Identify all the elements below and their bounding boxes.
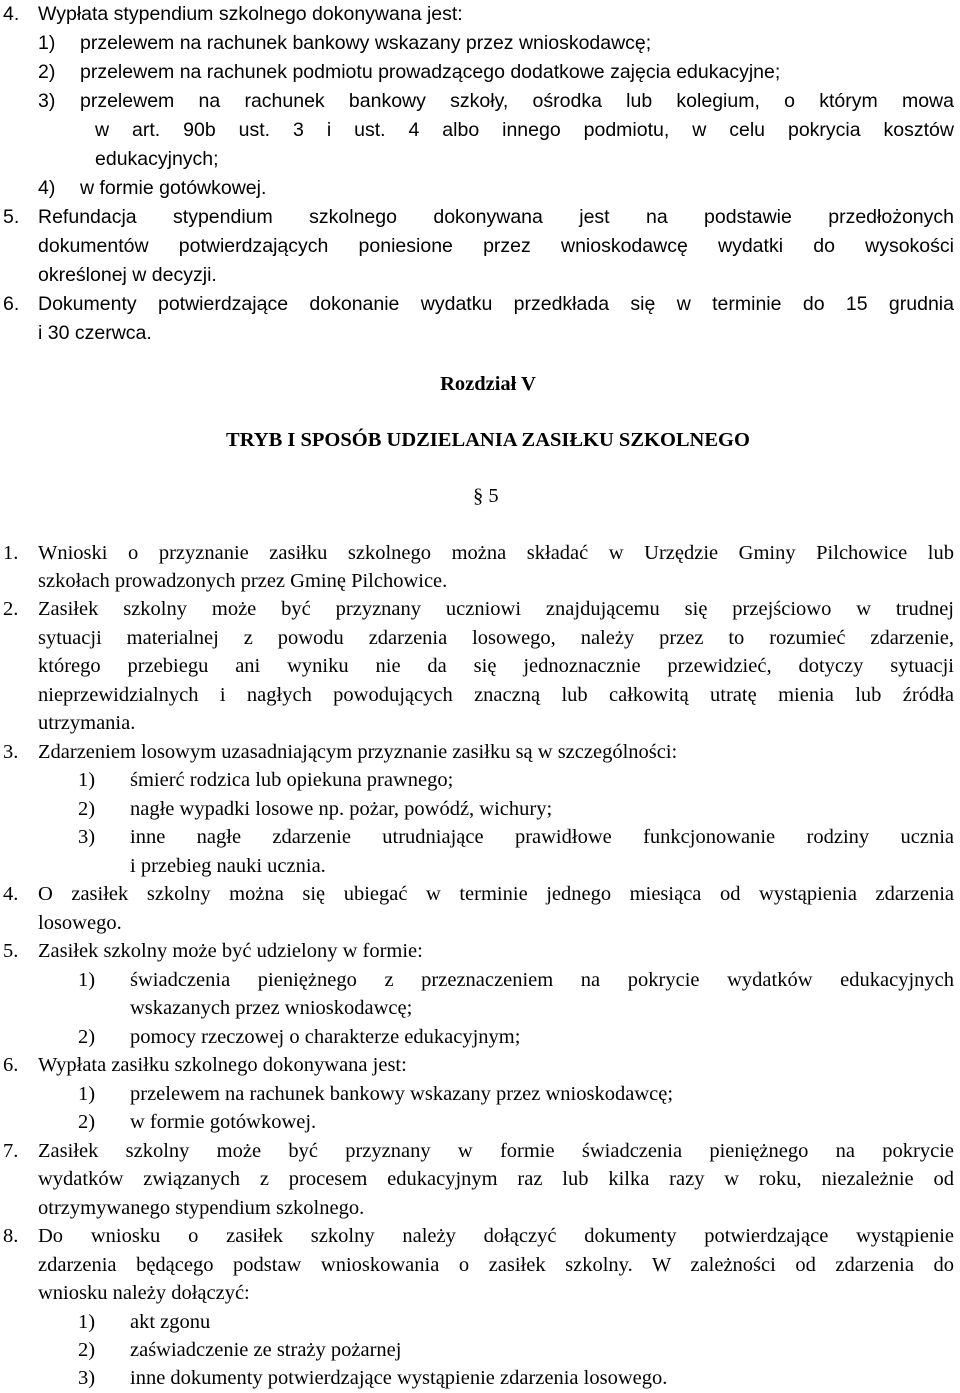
item-text: sytuacji materialnej z powodu zdarzenia losowego, należy przez to rozumieć zdarzenie, [38, 627, 954, 649]
item-text: Zasiłek szkolny może być przyznany w formie świadczenia pieniężnego na pokrycie [38, 1140, 954, 1162]
item-text: Zdarzeniem losowym uzasadniającym przyznanie zasiłku są w szczególności: [38, 741, 678, 763]
item-text: Refundacja stypendium szkolnego dokonywana jest na podstawie przedłożonych [38, 206, 954, 228]
option-text: przelewem na rachunek bankowy szkoły, ośrodka lub kolegium, o którym mowa [80, 90, 954, 112]
item-number: 4. [3, 3, 20, 25]
item-text: Wypłata stypendium szkolnego dokonywana jest: [38, 3, 463, 25]
option-text: nagłe wypadki losowe np. pożar, powódź, wichury; [130, 798, 553, 820]
section-number: § 5 [473, 485, 499, 507]
option-number: 2) [78, 1111, 96, 1133]
option-number: 2) [78, 798, 96, 820]
option-text: śmierć rodzica lub opiekuna prawnego; [130, 769, 454, 791]
item-number: 4. [3, 883, 19, 905]
option-number: 2) [78, 1026, 96, 1048]
item-text: dokumentów potwierdzających poniesione przez wnioskodawcę wydatki do wysokości [38, 235, 954, 257]
item-text: nieprzewidzialnych i nagłych powodujących znaczną lub całkowitą utratę mienia lub źródła [38, 684, 954, 706]
chapter-subtitle: TRYB I SPOSÓB UDZIELANIA ZASIŁKU SZKOLNEGO [226, 429, 750, 451]
item-text: Wnioski o przyznanie zasiłku szkolnego można składać w Urzędzie Gminy Pilchowice lub [38, 542, 954, 564]
option-text: w formie gotówkowej. [130, 1111, 317, 1133]
item-text: wydatków związanych z procesem edukacyjnym raz lub kilka razy w roku, niezależnie od [38, 1168, 954, 1190]
item-text: określonej w decyzji. [38, 264, 217, 286]
item-text: Zasiłek szkolny może być przyznany uczniowi znajdującemu się przejściowo w trudnej [38, 598, 954, 620]
item-text: Dokumenty potwierdzające dokonanie wydatku przedkłada się w terminie do 15 grudnia [38, 293, 954, 315]
option-text: w formie gotówkowej. [80, 177, 267, 199]
item-text: Zasiłek szkolny może być udzielony w formie: [38, 940, 423, 962]
option-number: 1) [78, 769, 96, 791]
option-text: wskazanych przez wnioskodawcę; [130, 997, 413, 1019]
item-text: O zasiłek szkolny można się ubiegać w terminie jednego miesiąca od wystąpienia zdarzenia [38, 883, 954, 905]
item-number: 1. [3, 542, 19, 564]
option-text: inne dokumenty potwierdzające wystąpienie zdarzenia losowego. [130, 1367, 668, 1389]
option-number: 3) [38, 90, 56, 112]
item-text: którego przebiegu ani wyniku nie da się jednoznacznie przewidzieć, dotyczy sytuacji [38, 655, 954, 677]
option-text: akt zgonu [130, 1311, 211, 1333]
item-text: Do wniosku o zasiłek szkolny należy dołączyć dokumenty potwierdzające wystąpienie [38, 1225, 954, 1247]
item-text: losowego. [38, 912, 122, 934]
option-number: 3) [78, 826, 96, 848]
item-number: 7. [3, 1140, 19, 1162]
option-text: przelewem na rachunek bankowy wskazany przez wnioskodawcę; [130, 1083, 674, 1105]
chapter-title: Rozdział V [440, 373, 536, 395]
option-number: 3) [78, 1367, 96, 1389]
item-number: 5. [3, 206, 20, 228]
option-number: 1) [38, 32, 56, 54]
option-text: świadczenia pieniężnego z przeznaczeniem na pokrycie wydatków edukacyjnych [130, 969, 954, 991]
option-text: i przebieg nauki ucznia. [130, 855, 326, 877]
option-number: 2) [38, 61, 56, 83]
item-text: Wypłata zasiłku szkolnego dokonywana jest: [38, 1054, 407, 1076]
item-number: 2. [3, 598, 19, 620]
option-text: zaświadczenie ze straży pożarnej [130, 1339, 402, 1361]
option-number: 1) [78, 969, 96, 991]
item-text: szkołach prowadzonych przez Gminę Pilchowice. [38, 570, 448, 592]
option-number: 1) [78, 1083, 96, 1105]
item-number: 8. [3, 1225, 19, 1247]
item-text: utrzymania. [38, 712, 136, 734]
option-number: 4) [38, 177, 56, 199]
option-number: 2) [78, 1339, 96, 1361]
option-text: edukacyjnych; [95, 148, 219, 170]
option-text: inne nagłe zdarzenie utrudniające prawidłowe funkcjonowanie rodziny ucznia [130, 826, 954, 848]
item-number: 5. [3, 940, 19, 962]
item-text: wniosku należy dołączyć: [38, 1282, 250, 1304]
item-text: i 30 czerwca. [38, 322, 152, 344]
item-text: zdarzenia będącego podstaw wnioskowania o zasiłek szkolny. W zależności od zdarzenia do [38, 1254, 954, 1276]
item-text: otrzymywanego stypendium szkolnego. [38, 1197, 365, 1219]
option-text: w art. 90b ust. 3 i ust. 4 albo innego podmiotu, w celu pokrycia kosztów [95, 119, 954, 141]
option-text: przelewem na rachunek bankowy wskazany przez wnioskodawcę; [80, 32, 652, 54]
item-number: 6. [3, 293, 20, 315]
item-number: 3. [3, 741, 19, 763]
option-text: przelewem na rachunek podmiotu prowadzącego dodatkowe zajęcia edukacyjne; [80, 61, 781, 83]
option-text: pomocy rzeczowej o charakterze edukacyjnym; [130, 1026, 521, 1048]
option-number: 1) [78, 1311, 96, 1333]
item-number: 6. [3, 1054, 19, 1076]
